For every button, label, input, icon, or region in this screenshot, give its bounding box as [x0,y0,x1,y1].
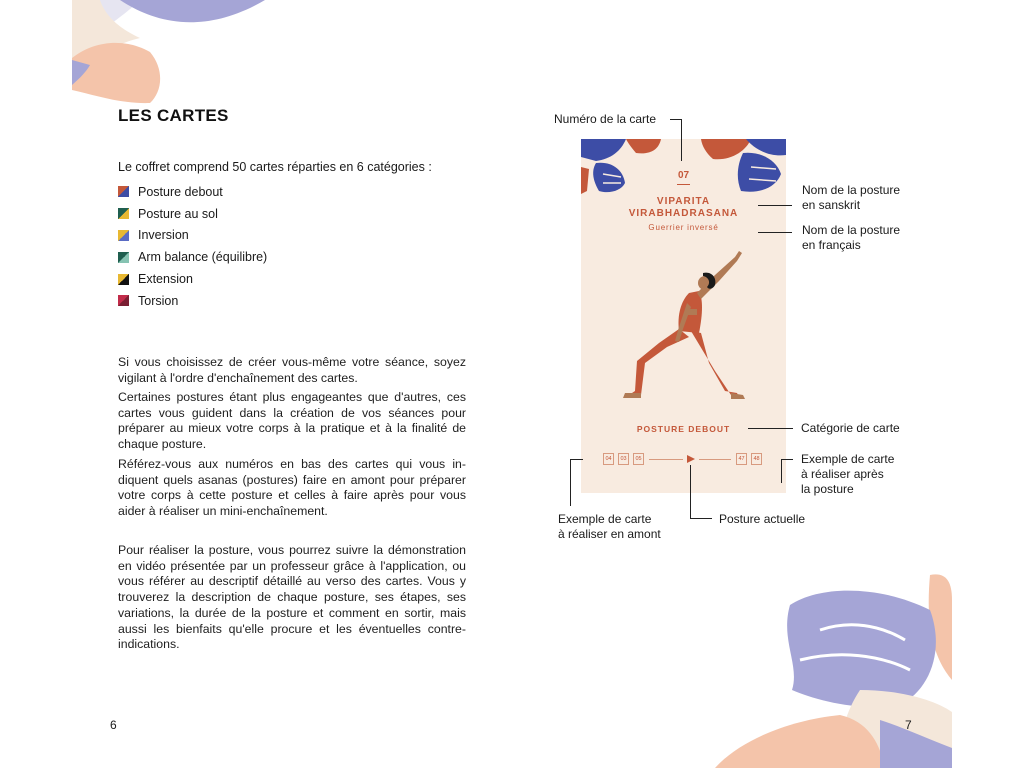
body-paragraph: Certaines postures étant plus engageantes que d'autres, ces cartes vous guident dans la création de vos séances pour préparer au mieux votre corps à la pratique et à la finalité de chaque posture. [118,390,466,452]
annotation-line: Exemple de carte [558,512,652,526]
annotation-before [558,512,661,542]
annotation-line: à réaliser après [801,467,884,481]
card-sanskrit-line: VIPARITA [656,196,711,207]
annotation-line: la posture [801,482,854,496]
list-item [118,290,267,312]
list-item [118,246,267,268]
annotation-line: Exemple de carte [801,452,895,466]
annotation-line: en sanskrit [802,198,861,212]
leader-line [690,465,691,519]
leader-line [690,518,712,519]
category-swatch [118,186,129,197]
body-paragraph: Si vous choisissez de créer vous-même votre séance, soyez vigilant à l'ordre d'enchaînement des cartes. [118,355,466,385]
body-paragraph: Référez-vous aux numéros en bas des cartes qui vous in-diquent quels asanas (postures) faire en amont pour préparer votre corps à cette posture et celles à faire après pour vous aider à réaliser un mini-enchaînement. [118,457,466,519]
annotation-line: en français [802,238,861,252]
card-sanskrit-name [581,196,786,220]
prev-card-number: 05 [633,453,644,465]
category-label: Posture au sol [138,206,218,221]
leader-line [570,459,571,506]
leader-line [681,119,682,161]
yoga-figure-illustration [619,243,754,403]
category-label: Arm balance (équilibre) [138,250,268,265]
leader-line [570,459,583,460]
category-label: Extension [138,272,193,287]
category-swatch [118,295,129,306]
category-swatch [118,252,129,263]
annotation-line: Nom de la posture [802,183,901,197]
list-item [118,181,267,203]
category-swatch [118,230,129,241]
annotation-sanskrit [802,183,900,213]
page-heading: LES CARTES [118,106,229,125]
annotation-french [802,223,900,253]
list-item [118,268,267,290]
category-list [118,181,267,312]
sequence-line-right [699,459,731,460]
card-sanskrit-line: VIRABHADRASANA [628,208,739,219]
prev-card-number: 03 [618,453,629,465]
card-french-name: Guerrier inversé [648,223,719,232]
annotation-line: à réaliser en amont [558,527,661,541]
leader-line [781,459,793,460]
card-number-underline [677,184,690,185]
intro-text: Le coffret comprend 50 cartes réparties en 6 catégories : [118,160,432,174]
category-swatch [118,274,129,285]
card-number: 07 [677,170,690,181]
leader-line [758,232,792,233]
annotation-after [801,452,894,497]
card-leaves-top [581,139,786,199]
card-category: POSTURE DEBOUT [636,424,731,434]
prev-card-number: 04 [603,453,614,465]
annotation-category: Catégorie de carte [801,421,900,435]
category-label: Posture debout [138,184,223,199]
leader-line [748,428,793,429]
list-item [118,203,267,225]
category-swatch [118,208,129,219]
annotation-current: Posture actuelle [719,512,806,526]
play-icon [686,454,696,464]
annotation-line: Nom de la posture [802,223,901,237]
leader-line [781,459,782,483]
list-item [118,225,267,247]
posture-card [581,139,786,493]
next-card-number: 48 [751,453,762,465]
next-card-number: 47 [736,453,747,465]
annotation-card-number: Numéro de la carte [554,112,657,126]
leader-line [758,205,792,206]
category-label: Torsion [138,293,179,308]
sequence-line-left [649,459,683,460]
page-number-right: 7 [905,718,912,732]
body-paragraph: Pour réaliser la posture, vous pourrez suivre la démonstration en vidéo présentée par un professeur grâce à l'application, ou vous référer au descriptif détaillé au verso des cartes. Vous y trouverez la description de chaque posture, ses étapes, ses variations, la durée de la posture et comment en sortir, mais aussi les bienfaits qu'elle procure et les éventuelles contre-indications. [118,543,466,652]
page-number-left: 6 [110,718,117,732]
category-label: Inversion [138,228,189,243]
